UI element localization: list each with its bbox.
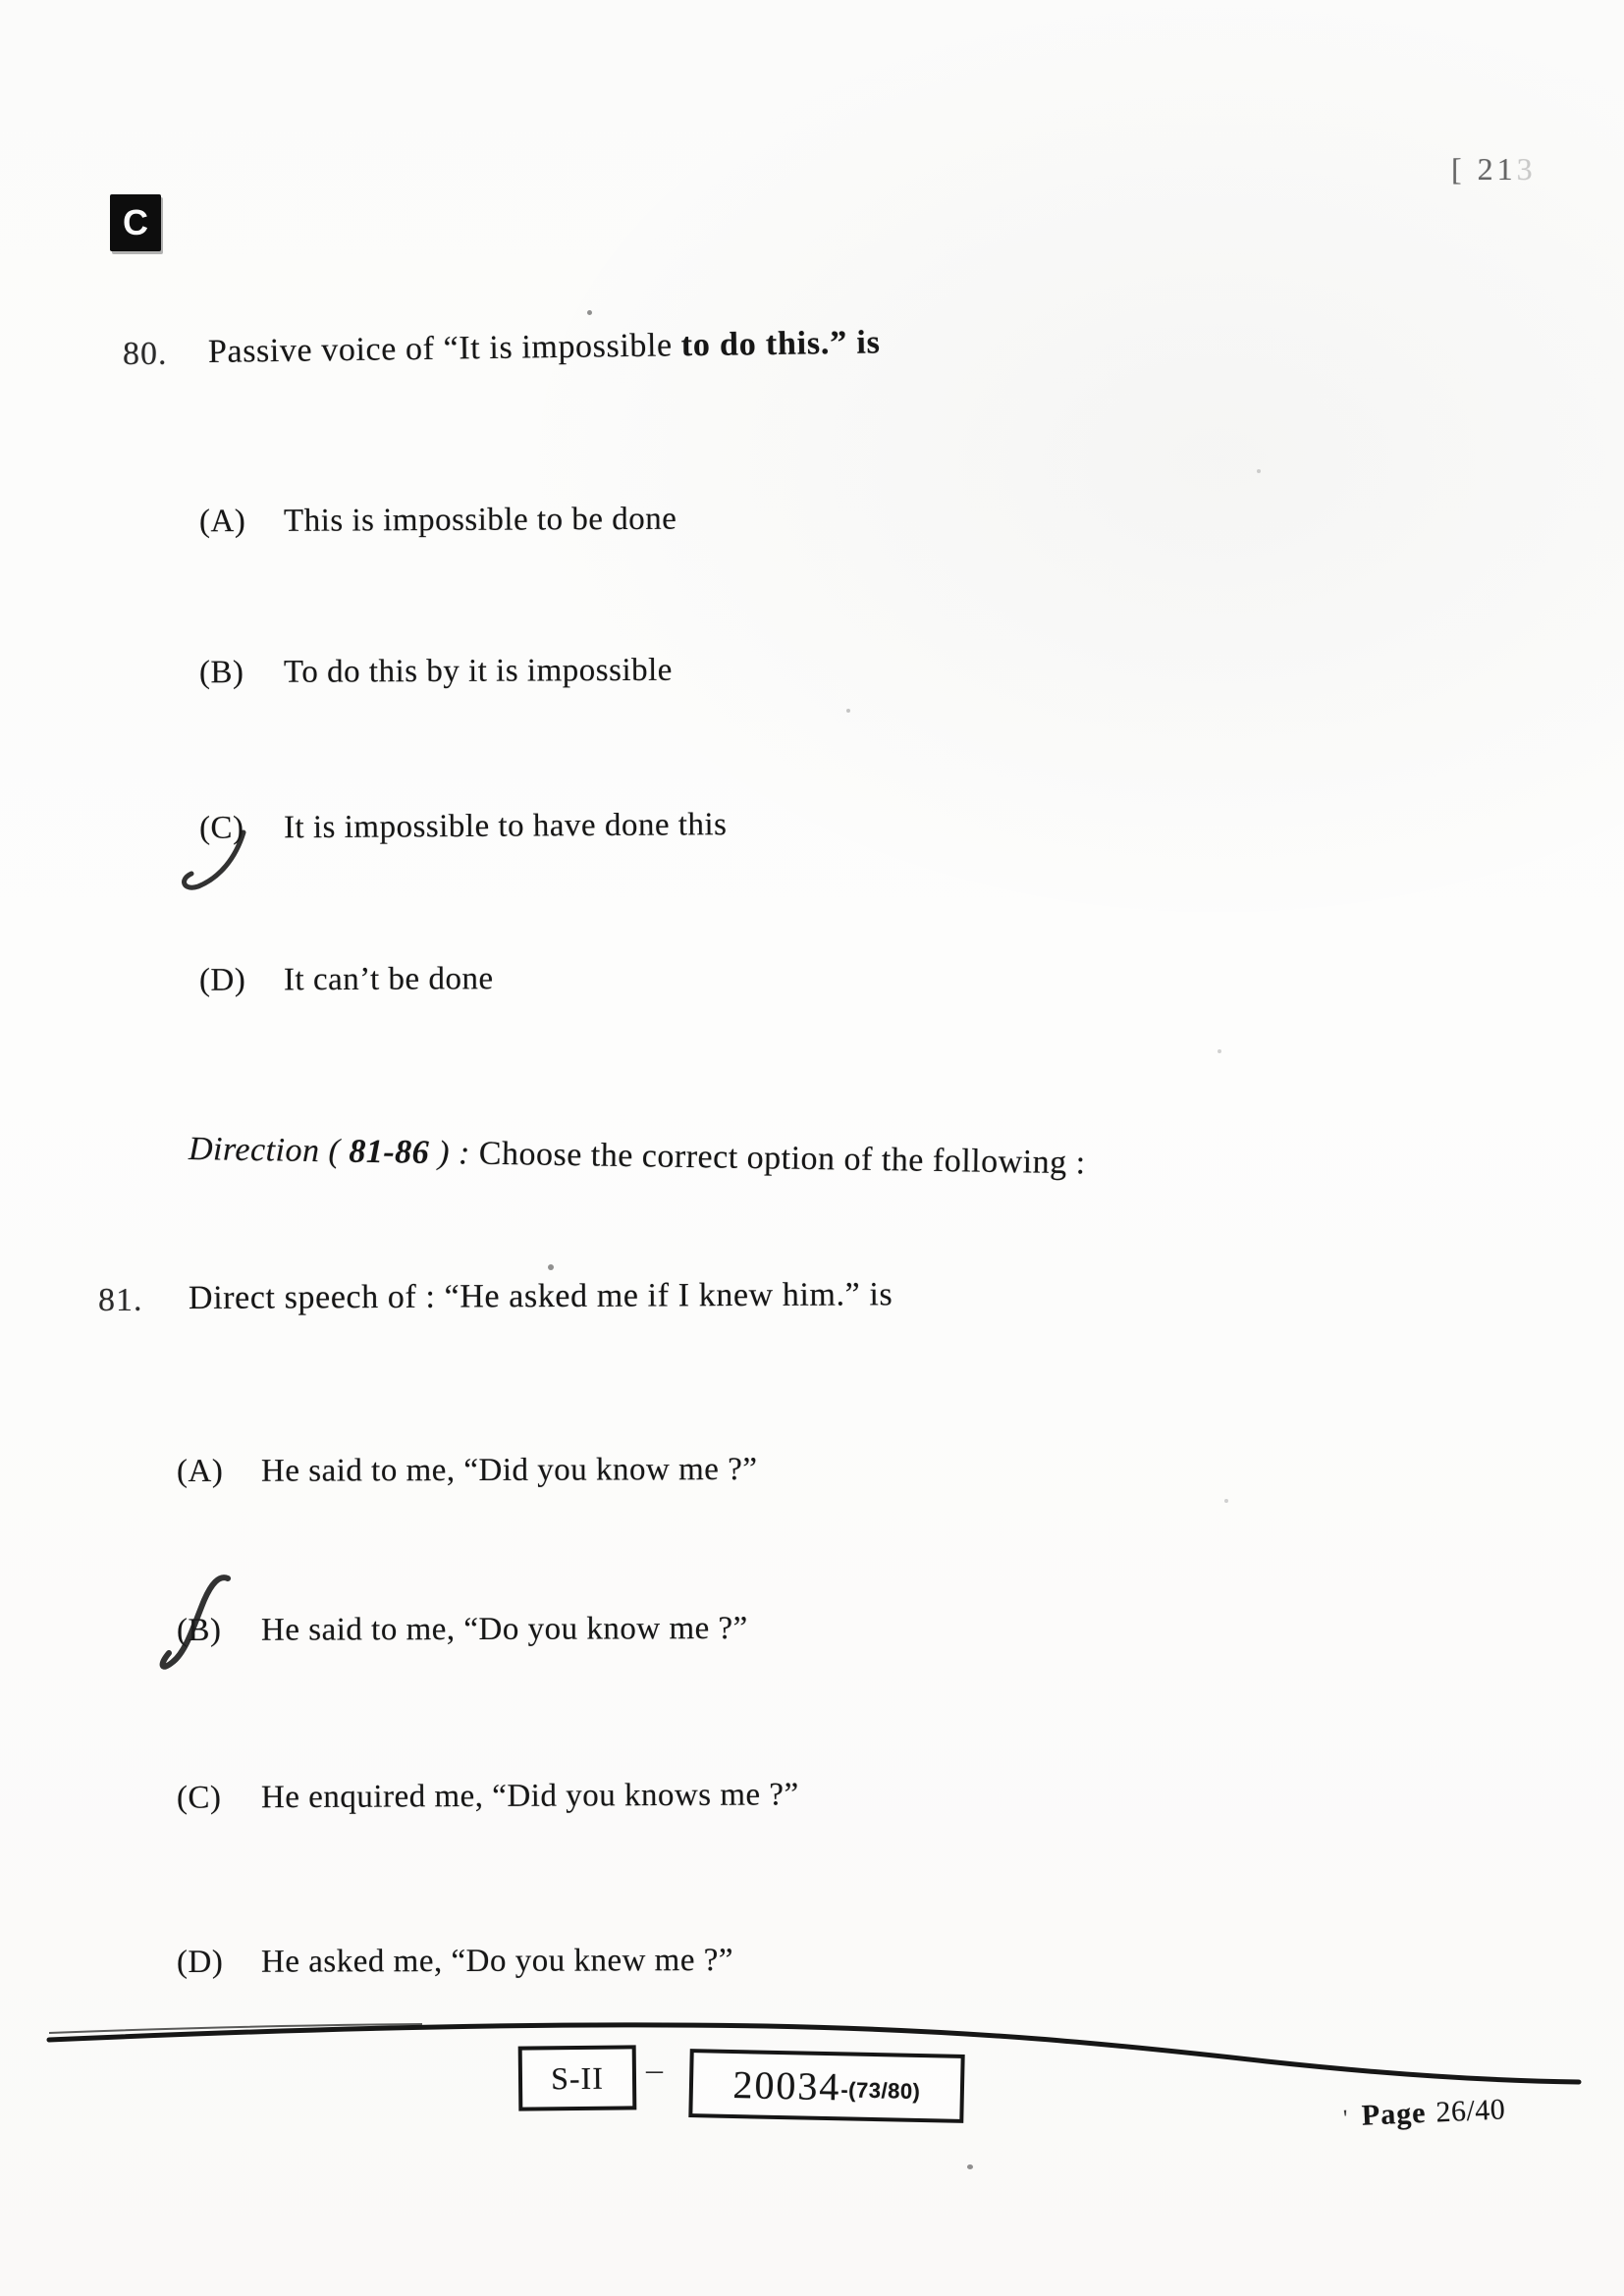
option-text: This is impossible to be done	[283, 501, 677, 539]
paper-code-suffix: -(73/80)	[840, 2077, 921, 2104]
corner-page-marker: [ 213	[1451, 151, 1537, 187]
scan-speck	[967, 2164, 973, 2169]
q81-option-d	[177, 1943, 733, 1981]
q80-option-a	[199, 502, 677, 541]
scan-speck	[1257, 469, 1261, 473]
paper-code-box	[688, 2049, 964, 2123]
option-label: (B)	[198, 655, 244, 691]
option-label: (C)	[198, 810, 244, 846]
page-number: ' Page 26/40	[1342, 2093, 1506, 2132]
question-81-number: 81.	[98, 1282, 143, 1318]
option-text: To do this by it is impossible	[283, 652, 673, 690]
option-label: (C)	[176, 1780, 222, 1816]
series-code-box: S-II	[518, 2045, 637, 2110]
option-text: It is impossible to have done this	[283, 807, 728, 846]
q81-option-a	[177, 1452, 758, 1490]
option-label: (A)	[176, 1453, 224, 1490]
option-label: (A)	[198, 504, 246, 540]
scan-speck	[1218, 1049, 1221, 1053]
q81-option-b	[177, 1611, 748, 1649]
scan-speck	[587, 310, 592, 315]
option-text: He said to me, “Do you know me ?”	[260, 1610, 748, 1648]
question-81-text: Direct speech of : “He asked me if I knew him.” is	[188, 1276, 893, 1316]
direction-line: Direction ( 81-86 ) : Choose the correct option of the following :	[188, 1131, 1086, 1182]
question-80-text: Passive voice of “It is impossible to do this.” is	[207, 324, 881, 370]
option-text: It can’t be done	[283, 961, 494, 998]
q80-option-b	[199, 653, 673, 692]
paper-code: 20034	[732, 2061, 841, 2109]
scan-speck	[548, 1264, 554, 1270]
q80-option-d	[199, 961, 494, 999]
option-text: He asked me, “Do you knew me ?”	[260, 1943, 734, 1980]
scan-speck	[846, 709, 850, 713]
scan-speck	[1224, 1499, 1228, 1503]
question-80-number: 80.	[123, 336, 168, 372]
option-label: (D)	[176, 1944, 224, 1980]
option-label: (D)	[198, 962, 246, 998]
footer-dash: –	[646, 2052, 663, 2088]
q80-option-c	[199, 807, 728, 847]
stray-tick-mark: '	[1342, 2106, 1349, 2132]
option-text: He enquired me, “Did you knows me ?”	[260, 1777, 799, 1816]
q81-option-c	[177, 1777, 799, 1816]
option-text: He said to me, “Did you know me ?”	[260, 1451, 758, 1489]
set-code-badge: C	[110, 194, 161, 251]
corner-faint-digit: 3	[1516, 151, 1537, 187]
option-label: (B)	[176, 1612, 222, 1649]
